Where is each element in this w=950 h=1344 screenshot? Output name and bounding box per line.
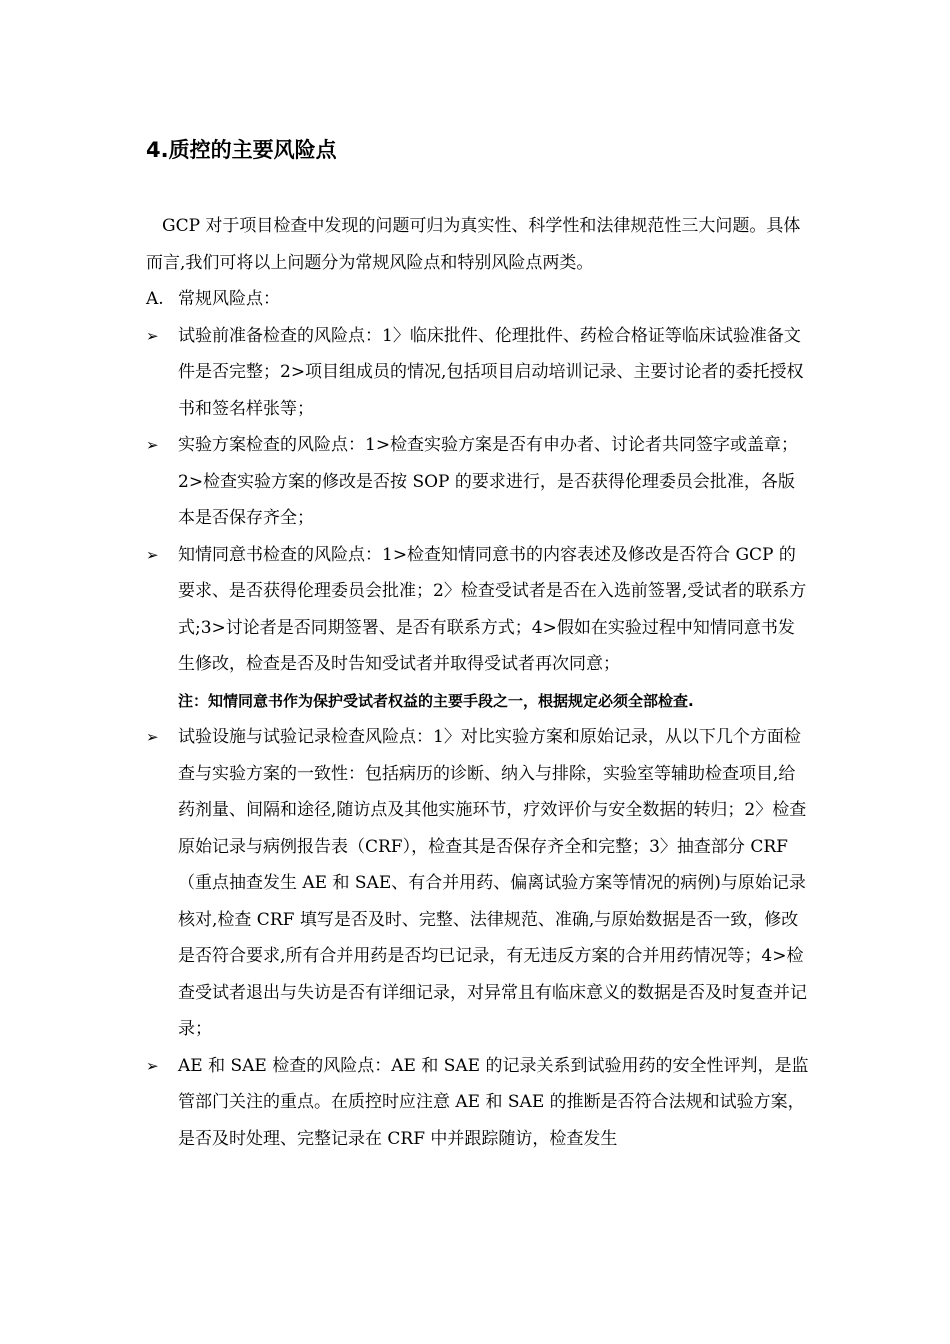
bullet-text: AE 和 SAE 检查的风险点：AE 和 SAE 的记录关系到试验用药的安全性评判，是监管部门关注的重点。在质控时应注意 AE 和 SAE 的推断是否符合法规和试验方案，是否及时处理、完整记录在 CRF 中并跟踪随访，检查发生 [178, 1055, 809, 1149]
bullet-text: 试验设施与试验记录检查风险点：1〉对比实验方案和原始记录，从以下几个方面检查与实验方案的一致性：包括病历的诊断、纳入与排除，实验室等辅助检查项目,给药剂量、间隔和途径,随访点及其他实施环节，疗效评价与安全数据的转归；2〉检查原始记录与病例报告表（CRF），检查其是否保存齐全和完整；3〉抽查部分 CRF（重点抽查发生 AE 和 SAE、有合并用药、偏离试验方案等情况的病例)与原始记录核对,检查 CRF 填写是否及时、完整、法律规范、准确,与原始数据是否一致，修改是否符合要求,所有合并用药是否均已记录，有无违反方案的合并用药情况等；4>检查受试者退出与失访是否有详细记录，对异常且有临床意义的数据是否及时复查并记录； [178, 727, 807, 1039]
intro-paragraph: GCP 对于项目检查中发现的问题可归为真实性、科学性和法律规范性三大问题。具体而言,我们可将以上问题分为常规风险点和特别风险点两类。 [146, 216, 801, 273]
arrow-bullet-icon: ➢ [146, 545, 159, 564]
body-text [146, 208, 811, 1157]
arrow-bullet-icon: ➢ [146, 728, 159, 746]
arrow-bullet-icon: ➢ [146, 326, 159, 345]
section-a-letter: A. [146, 289, 164, 309]
bullet-text: 知情同意书检查的风险点：1>检查知情同意书的内容表述及修改是否符合 GCP 的要求、是否获得伦理委员会批准；2〉检查受试者是否在入选前签署,受试者的联系方式;3>讨论者是否同期签署、是否有联系方式；4>假如在实验过程中知情同意书发生修改，检查是否及时告知受试者并取得受试者再次同意； [178, 544, 807, 674]
section-a-title [146, 281, 811, 318]
bullet-item-facilities-records [146, 719, 811, 1048]
bullet-item-preparation [146, 318, 811, 428]
note-text: 注：知情同意书作为保护受试者权益的主要手段之一，根据规定必须全部检查. [178, 691, 694, 710]
bullet-text: 实验方案检查的风险点：1>检查实验方案是否有申办者、讨论者共同签字或盖章；2>检查实验方案的修改是否按 SOP 的要求进行，是否获得伦理委员会批准，各版本是否保存齐全； [178, 435, 799, 528]
bullet-item-protocol [146, 427, 811, 537]
arrow-bullet-icon: ➢ [146, 1056, 159, 1075]
bullet-text: 试验前准备检查的风险点：1〉临床批件、伦理批件、药检合格证等临床试验准备文件是否完整；2>项目组成员的情况,包括项目启动培训记录、主要讨论者的委托授权书和签名样张等； [178, 325, 804, 419]
arrow-bullet-icon: ➢ [146, 436, 159, 454]
bullet-item-informed-consent [146, 537, 811, 683]
bullet-item-ae-sae [146, 1048, 811, 1158]
section-a-label: 常规风险点： [178, 289, 280, 309]
section-heading: 4.质控的主要风险点 [146, 138, 337, 162]
